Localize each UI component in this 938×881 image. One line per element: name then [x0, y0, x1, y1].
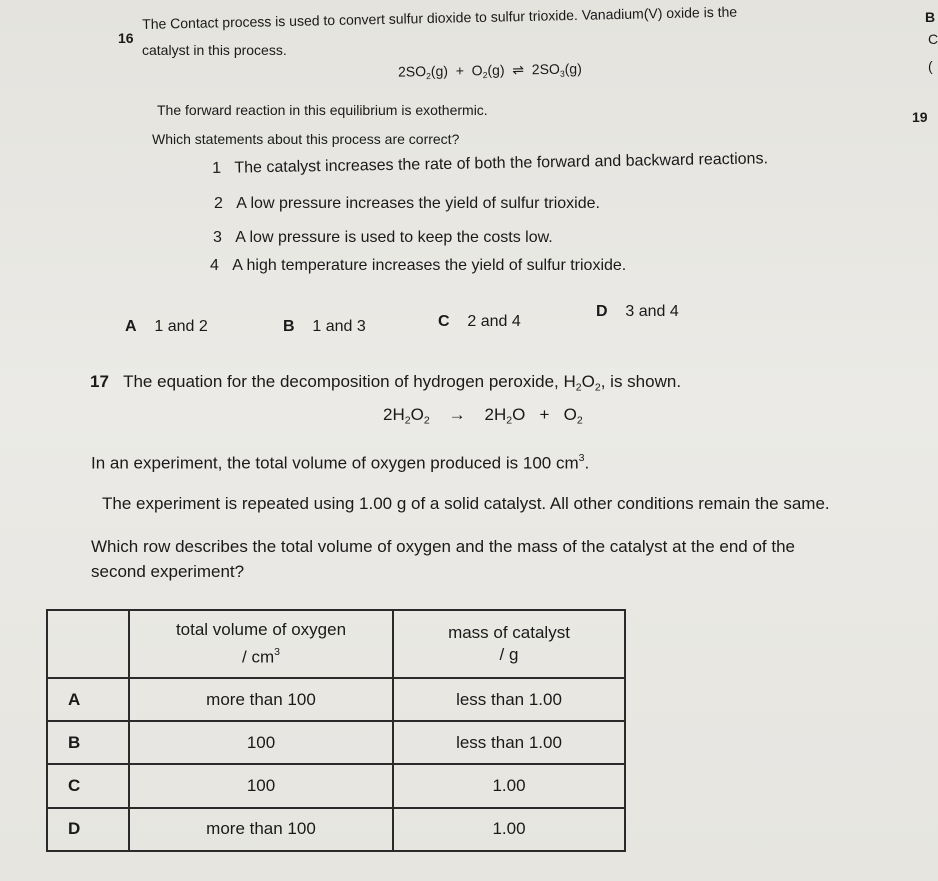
statement-4: 4 A high temperature increases the yield of sulfur trioxide.: [210, 257, 627, 274]
table-row: [47, 764, 625, 807]
table-row: [47, 678, 625, 721]
question-17-question-cont: second experiment?: [91, 562, 245, 581]
table-header-volume: total volume of oxygen / $cm^3$: [129, 610, 393, 678]
option-d: D 3 and 4: [596, 303, 679, 320]
row-letter: C: [47, 764, 129, 807]
row-mass: 1.00: [393, 808, 625, 851]
question-16-intro: The Contact process is used to convert sulfur dioxide to sulfur trioxide. Vanadium(V) oxide is the: [142, 3, 738, 32]
row-volume: more than 100: [129, 808, 393, 851]
margin-number-19: 19: [912, 109, 928, 125]
question-16-equation: $2SO_2(g) + O_2(g)$ ⇌ $2SO_3(g)$: [397, 60, 582, 82]
question-16-note: The forward reaction in this equilibrium is exothermic.: [157, 102, 488, 118]
question-16-intro-cont: catalyst in this process.: [142, 42, 287, 58]
answer-table: [46, 609, 626, 852]
question-17-stem: 17 The equation for the decomposition of hydrogen peroxide, $H_2O_2$, is shown.: [90, 372, 682, 394]
table-header-row: [47, 610, 625, 678]
margin-paren: (: [928, 58, 933, 74]
table-row: [47, 808, 625, 851]
question-16-question: Which statements about this process are correct?: [152, 131, 460, 147]
option-c: C 2 and 4: [438, 313, 521, 330]
row-mass: less than 1.00: [393, 721, 625, 764]
row-volume: more than 100: [129, 678, 393, 721]
row-volume: 100: [129, 764, 393, 807]
question-17-experiment-1: In an experiment, the total volume of oxygen produced is 100 $cm^3$.: [91, 452, 590, 473]
option-a: A 1 and 2: [125, 318, 208, 335]
row-letter: A: [47, 678, 129, 721]
table-header-mass: mass of catalyst / g: [393, 610, 625, 678]
question-17-question: Which row describes the total volume of oxygen and the mass of the catalyst at the end of the: [91, 537, 795, 556]
table-row: [47, 721, 625, 764]
row-mass: less than 1.00: [393, 678, 625, 721]
row-letter: D: [47, 808, 129, 851]
table-header-blank: [47, 610, 129, 678]
row-mass: 1.00: [393, 764, 625, 807]
row-volume: 100: [129, 721, 393, 764]
statement-3: 3 A low pressure is used to keep the costs low.: [213, 229, 553, 246]
margin-letter-c: C: [928, 31, 938, 47]
question-17-experiment-2: The experiment is repeated using 1.00 g of a solid catalyst. All other conditions remain the same.: [102, 494, 830, 513]
option-b: B 1 and 3: [283, 318, 366, 335]
question-16-number: 16: [118, 30, 134, 46]
margin-letter-b: B: [925, 9, 936, 25]
statement-2: 2 A low pressure increases the yield of sulfur trioxide.: [214, 195, 600, 212]
statement-1: 1 The catalyst increases the rate of both the forward and backward reactions.: [212, 150, 769, 177]
row-letter: B: [47, 721, 129, 764]
question-17-equation: $2H_2O_2$ → $2H_2O$ + $O_2$: [383, 405, 583, 427]
